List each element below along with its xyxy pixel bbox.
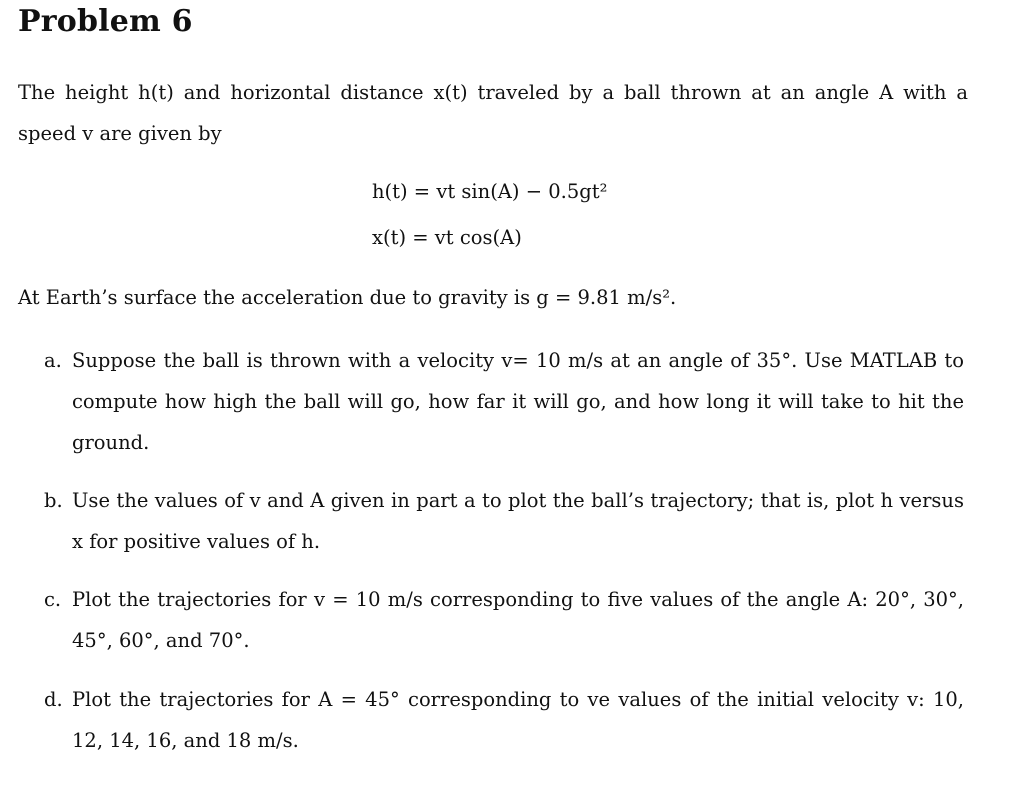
gravity-statement: At Earth’s surface the acceleration due to gravity is g = 9.81 m/s². bbox=[18, 286, 677, 309]
intro-paragraph: The height h(t) and horizontal distance x(t) traveled by a ball thrown at an angle A with a speed v are given by bbox=[18, 81, 968, 145]
list-item-b bbox=[44, 480, 964, 562]
problem-title: Problem 6 bbox=[18, 4, 193, 39]
list-item-a bbox=[44, 340, 964, 463]
item-label: c. bbox=[44, 588, 62, 611]
distance-equation: x(t) = vt cos(A) bbox=[372, 226, 522, 249]
item-text: Plot the trajectories for v = 10 m/s corresponding to five values of the angle A: 20°, 30°, 45°, 60°, and 70°. bbox=[72, 588, 964, 652]
item-text: Suppose the ball is thrown with a velocity v= 10 m/s at an angle of 35°. Use MATLAB to compute how high the ball will go, how far it will go, and how long it will take to hit the ground. bbox=[72, 349, 964, 454]
height-equation: h(t) = vt sin(A) − 0.5gt² bbox=[372, 180, 608, 203]
item-label: d. bbox=[44, 688, 63, 711]
item-label: b. bbox=[44, 489, 63, 512]
list-item-c bbox=[44, 579, 964, 661]
list-item-d bbox=[44, 679, 964, 761]
item-label: a. bbox=[44, 349, 62, 372]
item-text: Use the values of v and A given in part a to plot the ball’s trajectory; that is, plot h versus x for positive values of h. bbox=[72, 489, 964, 553]
item-text: Plot the trajectories for A = 45° corresponding to ve values of the initial velocity v: 10, 12, 14, 16, and 18 m/s. bbox=[72, 688, 964, 752]
